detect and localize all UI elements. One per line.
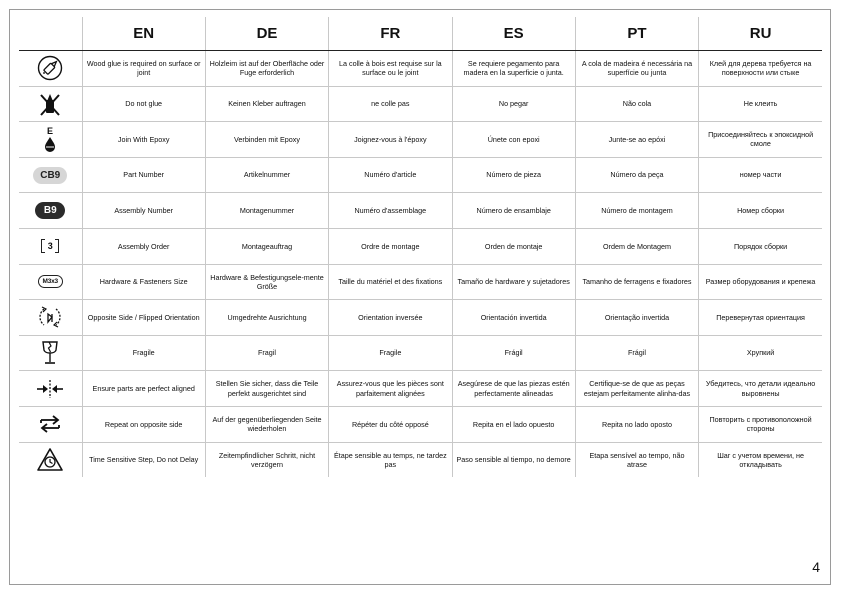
translation-cell-fr: Assurez-vous que les pièces sont parfaitement alignées (329, 371, 452, 407)
translation-cell-es: Se requiere pegamento para madera en la superficie o junta. (452, 51, 575, 87)
translation-cell-ru: Размер оборудования и крепежа (699, 264, 822, 300)
table-row (19, 335, 822, 371)
icon-cell (19, 228, 82, 264)
translation-cell-es: Tamaño de hardware y sujetadores (452, 264, 575, 300)
translation-cell-ru: Убедитесь, что детали идеально выровнены (699, 371, 822, 407)
translation-cell-de: Montagenummer (205, 193, 328, 229)
translation-cell-es: Frágil (452, 335, 575, 371)
translation-cell-es: Asegúrese de que las piezas estén perfectamente alineadas (452, 371, 575, 407)
table-row (19, 51, 822, 87)
icon-cell (19, 371, 82, 407)
translation-cell-fr: Taille du matériel et des fixations (329, 264, 452, 300)
translation-cell-es: No pegar (452, 86, 575, 122)
icon-cell (19, 51, 82, 87)
glue-bottle-icon (37, 55, 63, 81)
translation-cell-en: Ensure parts are perfect aligned (82, 371, 205, 407)
translation-cell-es: Repita en el lado opuesto (452, 406, 575, 442)
flip-orientation-icon (37, 304, 63, 330)
translation-cell-en: Part Number (82, 157, 205, 193)
icon-cell (19, 300, 82, 336)
icon-cell (19, 264, 82, 300)
icon-cell (19, 442, 82, 477)
table-row (19, 371, 822, 407)
translation-cell-fr: Orientation inversée (329, 300, 452, 336)
translation-cell-de: Holzleim ist auf der Oberfläche oder Fuge erforderlich (205, 51, 328, 87)
translation-cell-de: Hardware & Befestigungsele-mente Größe (205, 264, 328, 300)
translation-cell-en: Repeat on opposite side (82, 406, 205, 442)
table-row (19, 300, 822, 336)
translation-cell-pt: Número de montagem (575, 193, 698, 229)
translation-cell-fr: Ordre de montage (329, 228, 452, 264)
translation-cell-en: Hardware & Fasteners Size (82, 264, 205, 300)
column-header-ru: RU (699, 17, 822, 51)
translation-cell-en: Do not glue (82, 86, 205, 122)
translation-cell-ru: Не клеить (699, 86, 822, 122)
translation-cell-fr: Joignez-vous à l'époxy (329, 122, 452, 158)
translation-cell-en: Wood glue is required on surface or joint (82, 51, 205, 87)
translation-cell-es: Orientación invertida (452, 300, 575, 336)
icon-cell (19, 335, 82, 371)
fragile-icon (40, 339, 60, 367)
translation-cell-ru: номер части (699, 157, 822, 193)
translation-cell-ru: Клей для дерева требуется на поверхности или стыке (699, 51, 822, 87)
time-sensitive-icon (36, 447, 64, 473)
assembly-number-badge: B9 (35, 202, 65, 219)
table-row (19, 406, 822, 442)
icon-cell (19, 193, 82, 229)
icon-cell (19, 122, 82, 158)
translation-cell-ru: Присоединяйтесь к эпоксидной смоле (699, 122, 822, 158)
translation-cell-ru: Номер сборки (699, 193, 822, 229)
table-row (19, 86, 822, 122)
translation-cell-en: Opposite Side / Flipped Orientation (82, 300, 205, 336)
translation-cell-de: Umgedrehte Ausrichtung (205, 300, 328, 336)
icon-cell (19, 406, 82, 442)
align-parts-icon (35, 378, 65, 400)
translation-cell-es: Únete con epoxi (452, 122, 575, 158)
translation-cell-pt: Repita no lado oposto (575, 406, 698, 442)
translation-cell-es: Paso sensible al tiempo, no demore (452, 442, 575, 477)
translation-cell-fr: La colle à bois est requise sur la surface ou le joint (329, 51, 452, 87)
table-row (19, 264, 822, 300)
column-header-de: DE (205, 17, 328, 51)
translation-cell-pt: Junte-se ao epóxi (575, 122, 698, 158)
translation-cell-es: Orden de montaje (452, 228, 575, 264)
translation-cell-pt: Certifique-se de que as peças estejam perfeitamente alinha-das (575, 371, 698, 407)
translation-cell-de: Fragil (205, 335, 328, 371)
translation-cell-en: Assembly Order (82, 228, 205, 264)
table-row (19, 193, 822, 229)
epoxy-icon (40, 125, 60, 153)
table-row (19, 442, 822, 477)
part-number-badge: CB9 (33, 167, 67, 184)
table-row (19, 228, 822, 264)
translation-cell-de: Artikelnummer (205, 157, 328, 193)
translation-cell-de: Stellen Sie sicher, dass die Teile perfekt ausgerichtet sind (205, 371, 328, 407)
symbol-legend-table (19, 17, 822, 477)
translation-cell-pt: A cola de madeira é necessária na superfície ou junta (575, 51, 698, 87)
translation-cell-en: Join With Epoxy (82, 122, 205, 158)
translation-cell-pt: Ordem de Montagem (575, 228, 698, 264)
translation-cell-en: Fragile (82, 335, 205, 371)
hardware-size-icon: M3x3 (38, 275, 63, 288)
translation-cell-de: Zeitempfindlicher Schritt, nicht verzögern (205, 442, 328, 477)
translation-cell-es: Número de pieza (452, 157, 575, 193)
translation-cell-ru: Шаг с учетом времени, не откладывать (699, 442, 822, 477)
column-header-fr: FR (329, 17, 452, 51)
translation-cell-pt: Orientação invertida (575, 300, 698, 336)
translation-cell-de: Verbinden mit Epoxy (205, 122, 328, 158)
epoxy-icon-letter: E (47, 126, 54, 137)
translation-cell-fr: ne colle pas (329, 86, 452, 122)
translation-cell-pt: Tamanho de ferragens e fixadores (575, 264, 698, 300)
translation-cell-fr: Numéro d'article (329, 157, 452, 193)
translation-cell-fr: Répéter du côté opposé (329, 406, 452, 442)
translation-cell-es: Número de ensamblaje (452, 193, 575, 229)
icon-cell (19, 157, 82, 193)
header-row (19, 17, 822, 51)
icon-cell (19, 86, 82, 122)
no-glue-icon (38, 91, 62, 117)
translation-cell-pt: Número da peça (575, 157, 698, 193)
translation-cell-pt: Não cola (575, 86, 698, 122)
translation-cell-ru: Порядок сборки (699, 228, 822, 264)
column-header-es: ES (452, 17, 575, 51)
translation-cell-en: Time Sensitive Step, Do not Delay (82, 442, 205, 477)
translation-cell-fr: Numéro d'assemblage (329, 193, 452, 229)
column-header-en: EN (82, 17, 205, 51)
translation-cell-ru: Перевернутая ориентация (699, 300, 822, 336)
page-number: 4 (812, 559, 820, 575)
assembly-order-icon: 3 (41, 239, 59, 253)
repeat-opposite-icon (38, 413, 62, 435)
translation-cell-de: Montageauftrag (205, 228, 328, 264)
icon-column-header (19, 17, 82, 51)
translation-cell-de: Keinen Kleber auftragen (205, 86, 328, 122)
translation-cell-fr: Fragile (329, 335, 452, 371)
translation-cell-fr: Étape sensible au temps, ne tardez pas (329, 442, 452, 477)
table-row (19, 122, 822, 158)
column-header-pt: PT (575, 17, 698, 51)
translation-cell-pt: Etapa sensível ao tempo, não atrase (575, 442, 698, 477)
translation-cell-de: Auf der gegenüberliegenden Seite wiederholen (205, 406, 328, 442)
translation-cell-pt: Frágil (575, 335, 698, 371)
table-row (19, 157, 822, 193)
translation-cell-ru: Повторить с противоположной стороны (699, 406, 822, 442)
translation-cell-en: Assembly Number (82, 193, 205, 229)
translation-cell-ru: Хрупкий (699, 335, 822, 371)
